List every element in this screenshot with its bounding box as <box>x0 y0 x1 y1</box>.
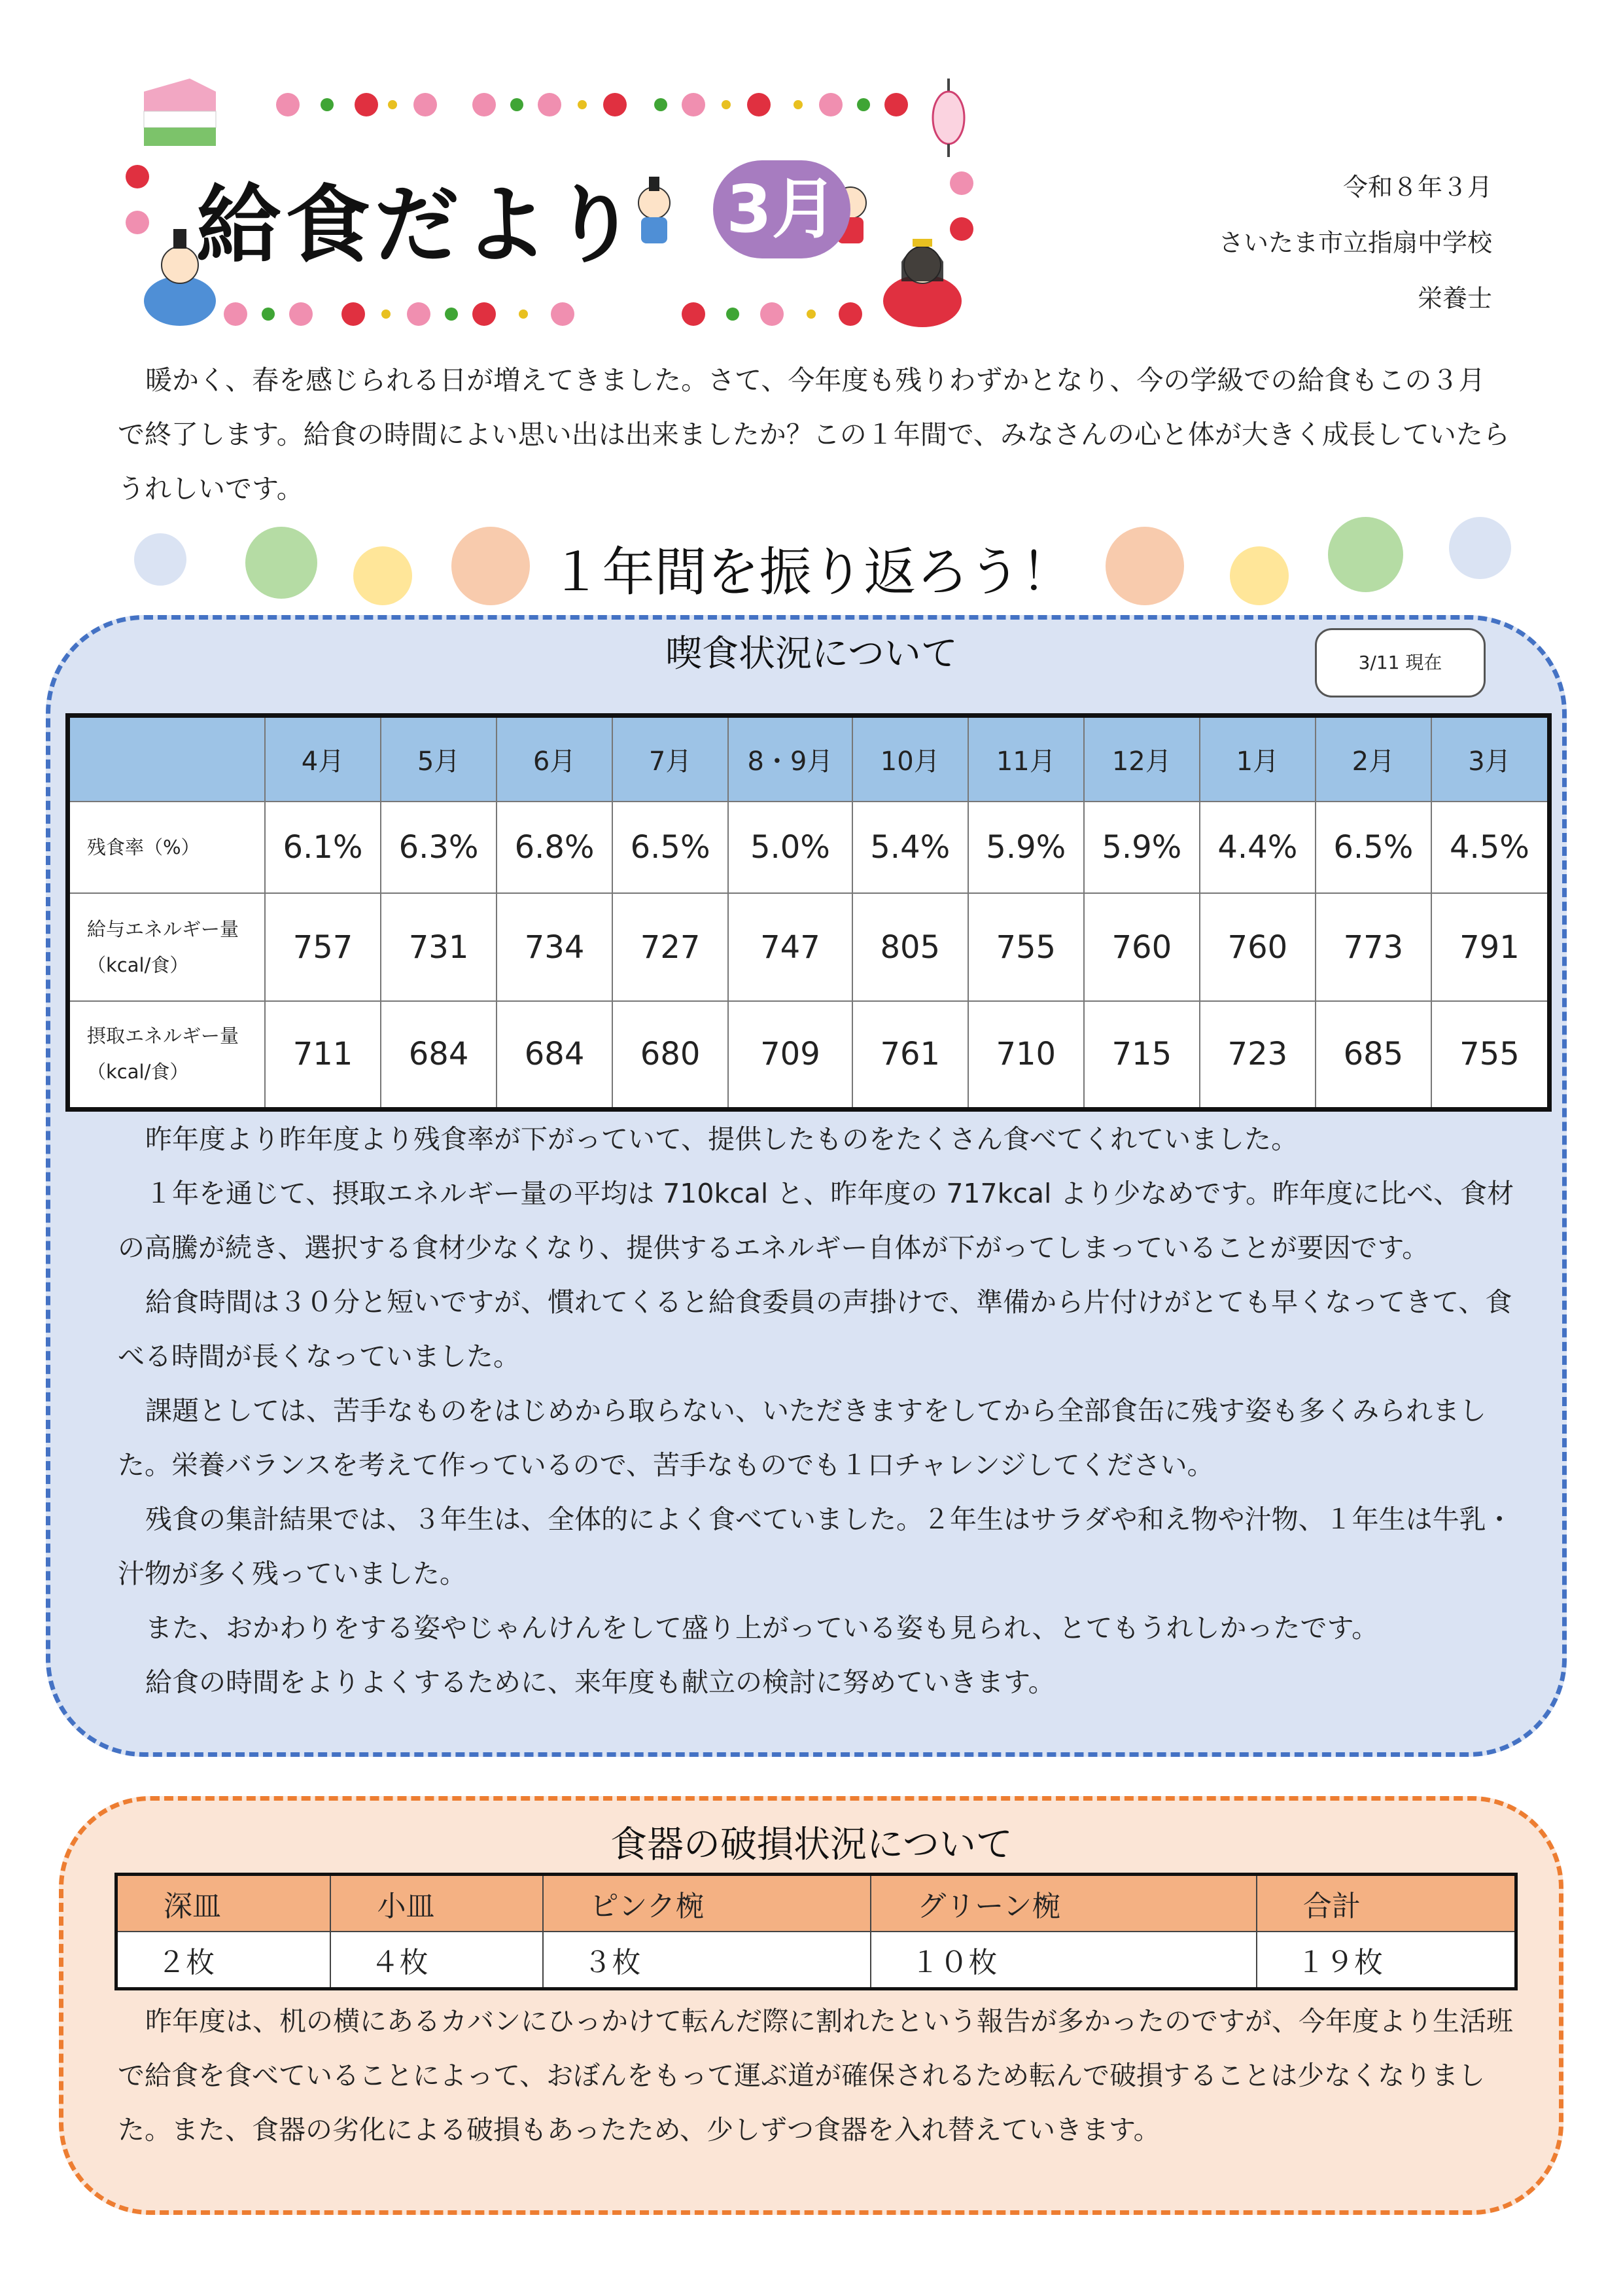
table-cell: 773 <box>1316 893 1431 1001</box>
table-cell: 760 <box>1084 893 1200 1001</box>
table-cell: 747 <box>728 893 852 1001</box>
table-cell: 710 <box>968 1001 1084 1109</box>
table-cell: 761 <box>852 1001 968 1109</box>
table-cell: 723 <box>1200 1001 1316 1109</box>
intake-title: 喫食状況について <box>665 633 958 675</box>
month-header: 4月 <box>265 716 381 802</box>
month-badge: 3月 <box>713 160 850 258</box>
intake-paragraph: 昨年度より昨年度より残食率が下がっていて、提供したものをたくさん食べてくれていました。 <box>145 1123 1299 1155</box>
dish-count: ３枚 <box>543 1932 871 1989</box>
table-cell: 684 <box>497 1001 612 1109</box>
dishes-paragraph: 昨年度は、机の横にあるカバンにひっかけて転んだ際に割れたという報告が多かったのですが、今年度より生活班で給食を食べていることによって、おぼんをもって運ぶ道が確保されるため転んで破損することは少なくなりました。また、食器の劣化による破損もあったため、少しずつ食器を入れ替えていきます。 <box>118 2005 1513 2146</box>
intake-paragraph: 給食の時間をよりよくするために、来年度も献立の検討に努めていきます。 <box>145 1667 1055 1698</box>
table-cell: 6.1% <box>265 802 381 893</box>
intake-paragraph: １年を通じて、摂取エネルギー量の平均は 710kcal と、昨年度の 717kcal より少なめです。昨年度に比べ、食材の高騰が続き、選択する食材少なくなり、提供するエネルギー自体が下がってしまっていることが要因です。 <box>118 1178 1514 1263</box>
table-cell: 791 <box>1431 893 1550 1001</box>
intake-paragraph: 給食時間は３０分と短いですが、慣れてくると給食委員の声掛けで、準備から片付けがとても早くなってきて、食べる時間が長くなっていました。 <box>118 1286 1512 1372</box>
month-header: 11月 <box>968 716 1084 802</box>
dish-header: 合計 <box>1257 1875 1516 1932</box>
intro-paragraph: 暖かく、春を感じられる日が増えてきました。さて、今年度も残りわずかとなり、今の学級での給食もこの３月で終了します。給食の時間によい思い出は出来ましたか？この１年間で、みなさんの心と体が大きく成長していたらうれしいです。 <box>118 364 1510 504</box>
as-of-callout: 3/11 現在 <box>1315 628 1486 698</box>
intake-paragraph: また、おかわりをする姿やじゃんけんをして盛り上がっている姿も見られ、とてもうれしかったです。 <box>145 1612 1379 1644</box>
table-row <box>68 893 1550 1001</box>
ohina-sama-doll-icon <box>883 239 962 327</box>
month-header: 5月 <box>381 716 497 802</box>
table-cell: 4.5% <box>1431 802 1550 893</box>
table-header-row <box>68 716 1550 802</box>
school-name: さいたま市立指扇中学校 <box>1218 228 1492 257</box>
table-row <box>68 802 1550 893</box>
table-cell: 731 <box>381 893 497 1001</box>
lantern-icon <box>933 79 964 157</box>
table-cell: 5.4% <box>852 802 968 893</box>
table-cell: 715 <box>1084 1001 1200 1109</box>
table-cell: 5.9% <box>1084 802 1200 893</box>
dish-header: グリーン椀 <box>871 1875 1257 1932</box>
table-cell: 711 <box>265 1001 381 1109</box>
intake-table <box>65 713 1552 1112</box>
author: 栄養士 <box>1417 284 1492 313</box>
dish-count: １０枚 <box>871 1932 1257 1989</box>
table-cell: 6.8% <box>497 802 612 893</box>
table-row <box>116 1932 1516 1989</box>
issue-date: 令和８年３月 <box>1342 173 1492 202</box>
table-cell: 760 <box>1200 893 1316 1001</box>
section-title: １年間を振り返ろう！ <box>550 542 1073 603</box>
row-label: 給与エネルギー量 （kcal/食） <box>68 893 266 1001</box>
table-cell: 709 <box>728 1001 852 1109</box>
table-cell: 6.5% <box>612 802 728 893</box>
month-header: 6月 <box>497 716 612 802</box>
table-cell: 4.4% <box>1200 802 1316 893</box>
table-cell: 6.5% <box>1316 802 1431 893</box>
intake-paragraph: 課題としては、苦手なものをはじめから取らない、いただきますをしてから全部食缶に残す姿も多くみられました。栄養バランスを考えて作っているので、苦手なものでも１口チャレンジしてください。 <box>118 1395 1486 1481</box>
dish-count: ２枚 <box>116 1932 331 1989</box>
intake-body <box>118 1112 1518 1710</box>
table-cell: 680 <box>612 1001 728 1109</box>
table-corner-cell <box>68 716 266 802</box>
table-cell: 727 <box>612 893 728 1001</box>
month-header: 12月 <box>1084 716 1200 802</box>
dishes-body <box>118 1994 1518 2157</box>
table-cell: 734 <box>497 893 612 1001</box>
hishimochi-icon <box>144 79 216 146</box>
dish-header: 深皿 <box>116 1875 331 1932</box>
table-row <box>68 1001 1550 1109</box>
table-cell: 757 <box>265 893 381 1001</box>
table-cell: 6.3% <box>381 802 497 893</box>
dish-header: ピンク椀 <box>543 1875 871 1932</box>
table-cell: 805 <box>852 893 968 1001</box>
month-header: 3月 <box>1431 716 1550 802</box>
table-cell: 685 <box>1316 1001 1431 1109</box>
table-header-row <box>116 1875 1516 1932</box>
month-header: 8・9月 <box>728 716 852 802</box>
table-cell: 755 <box>968 893 1084 1001</box>
table-cell: 5.9% <box>968 802 1084 893</box>
row-label: 残食率（%） <box>68 802 266 893</box>
dish-damage-table <box>114 1873 1518 1990</box>
dish-header: 小皿 <box>330 1875 543 1932</box>
month-header: 7月 <box>612 716 728 802</box>
dishes-title: 食器の破損状況について <box>610 1824 1013 1866</box>
table-cell: 5.0% <box>728 802 852 893</box>
table-cell: 755 <box>1431 1001 1550 1109</box>
dish-count: ４枚 <box>330 1932 543 1989</box>
table-cell: 684 <box>381 1001 497 1109</box>
row-label: 摂取エネルギー量 （kcal/食） <box>68 1001 266 1109</box>
month-header: 1月 <box>1200 716 1316 802</box>
month-header: 2月 <box>1316 716 1431 802</box>
intake-paragraph: 残食の集計結果では、３年生は、全体的によく食べていました。２年生はサラダや和え物や汁物、１年生は牛乳・汁物が多く残っていました。 <box>118 1504 1513 1589</box>
month-header: 10月 <box>852 716 968 802</box>
dish-count: １９枚 <box>1257 1932 1516 1989</box>
newsletter-title: 給食だより <box>196 175 642 275</box>
